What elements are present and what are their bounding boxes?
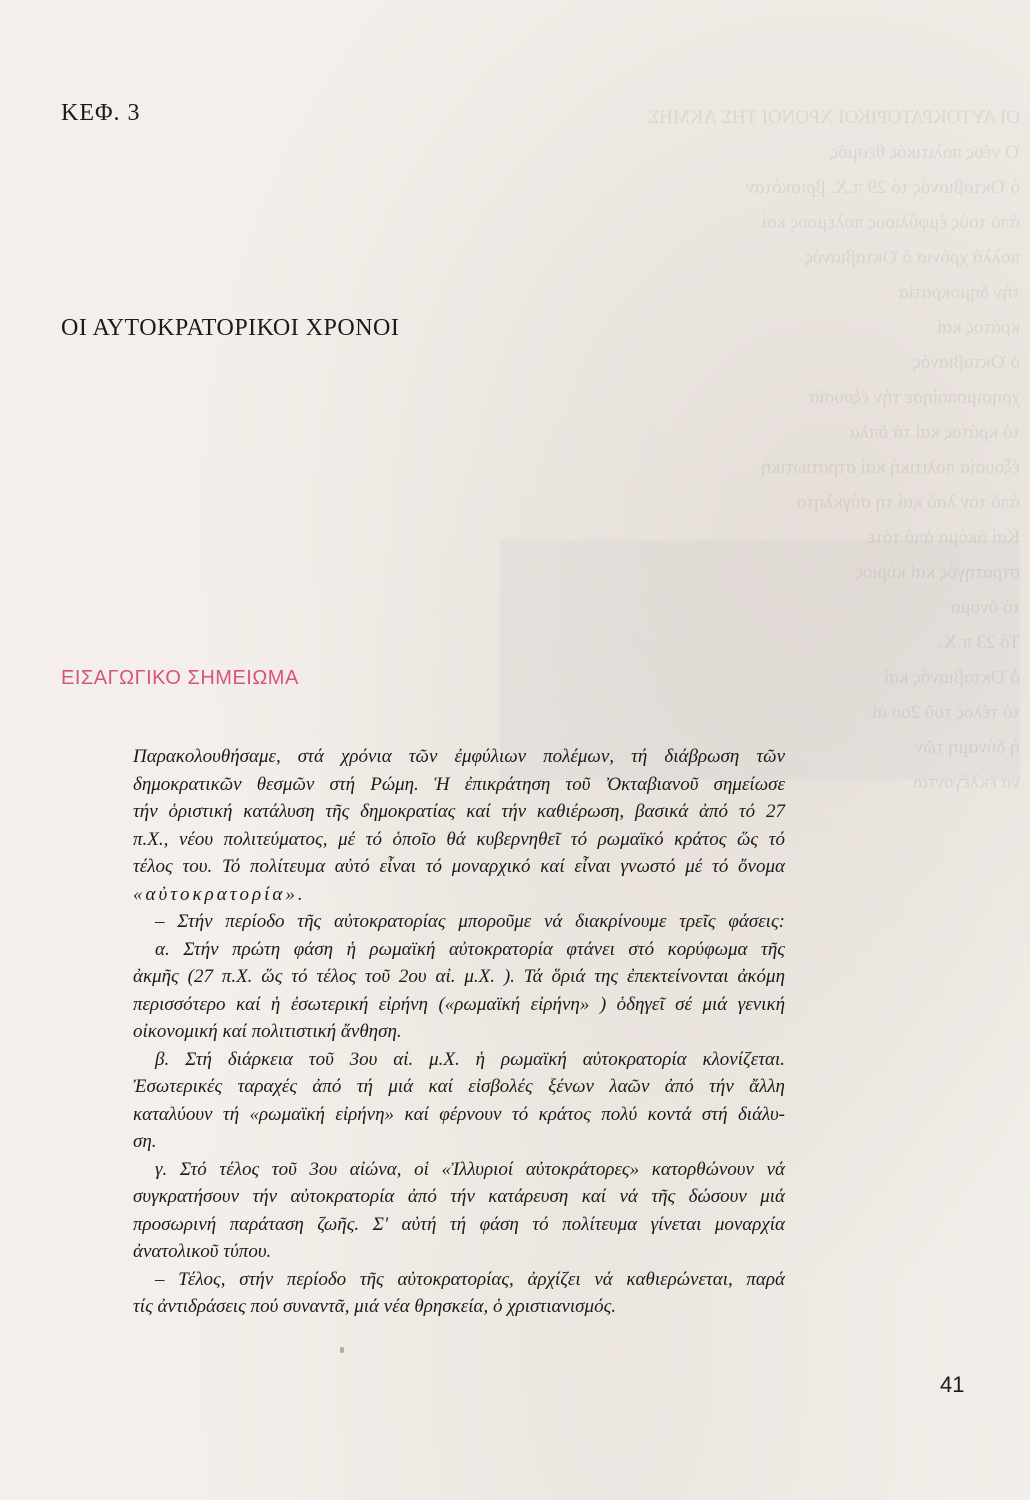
paper-speck [340,1347,344,1353]
page-number: 41 [940,1372,965,1397]
text-line: ἀνατολικοῦ τύπου. [133,1241,272,1262]
text-line: Ἐσωτερικές ταραχές ἀπό τή μιά καί εἰσβολές ξένων λαῶν ἀπό τήν ἄλλη [133,1076,785,1097]
chapter-title: ΟΙ ΑΥΤΟΚΡΑΤΟΡΙΚΟΙ ΧΡΟΝΟΙ [61,315,400,341]
text-line: οἰκονομική καί πολιτιστική ἄνθηση. [133,1021,402,1042]
text-line: τίς ἀντιδράσεις πού συναντᾶ, μιά νέα θρησκεία, ὁ χριστιανισμός. [133,1296,617,1317]
text-line: π.Χ., νέου πολιτεύματος, μέ τό ὁποῖο θά κυβερνηθεῖ τό ρωμαϊκό κράτος ὥς τό [133,828,785,850]
text-line: προσωρινή παράταση ζωῆς. Σ' αὐτή τή φάση τό πολίτευμα γίνεται μοναρχία [133,1213,785,1235]
text-line: περισσότερο καί ἡ ἐσωτερική εἰρήνη («ρωμαϊκή εἰρήνη» ) ὁδηγεῖ σέ μιά γενική [133,993,785,1015]
text-line: α. Στήν πρώτη φάση ἡ ρωμαϊκή αὐτοκρατορία φτάνει στό κορύφωμα τῆς [155,938,785,960]
text-line: «αὐτοκρατορία». [133,883,306,905]
text-line: – Στήν περίοδο τῆς αὐτοκρατορίας μποροῦμε νά διακρίνουμε τρεῖς φάσεις: [155,911,785,932]
text-line: γ. Στό τέλος τοῦ 3ου αἰώνα, οἱ «Ἰλλυριοί αὐτοκράτορες» κατορθώνουν νά [155,1158,785,1180]
text-line: ἀκμῆς (27 π.Χ. ὥς τό τέλος τοῦ 2ου αἰ. μ.Χ. ). Τά ὅριά της ἐπεκτείνονται ἀκόμη [133,966,785,987]
section-heading: ΕΙΣΑΓΩΓΙΚΟ ΣΗΜΕΙΩΜΑ [61,667,299,689]
text-line: τήν ὁριστική κατάλυση τῆς δημοκρατίας καί τήν καθιέρωση, βασικά ἀπό τό 27 [133,801,785,822]
chapter-label: ΚΕΦ. 3 [61,100,141,126]
text-line: δημοκρατικῶν θεσμῶν στή Ρώμη. Ἡ ἐπικράτηση τοῦ Ὀκταβιανοῦ σημείωσε [133,773,785,795]
bleed-through-text: ΟΙ ΑΥΤΟΚΡΑΤΟΡΙΚΟΙ ΧΡΟΝΟΙ ΤΗΣ ΑΚΜΗΣ Ὁ νέος πολιτικός θεσμός ὁ Ὀκταβιανός τό 29 π.Χ. βρισκόταν ἀπό τούς ἐμφύλιους πολέμους καί πολλά χρόνια ὁ Ὀκταβιανός τήν δημοκρατία κράτος καί ὁ Ὀκταβιανός χρησιμοποίησε τήν ἐξουσία τό κράτος καί τά ὅπλα ἐξουσία πολιτική καί στρατιωτική ἀπό τόν λαό καί τή σύγκλητο Καί ἀκόμα ἀπό τότε στρατηγός καί κύριος τό ὄνομα Τό 23 π.Χ. ὁ Ὀκταβιανός καί τό τέλος τοῦ 2ου αἰ. ἡ δύναμη τῶν νά ἐκλέγονται [648,107,1020,793]
introductory-note [133,743,785,1321]
text-line: – Τέλος, στήν περίοδο τῆς αὐτοκρατορίας, ἀρχίζει νά καθιερώνεται, παρά [155,1268,785,1290]
text-line: ση. [133,1131,157,1152]
text-line: τέλος του. Τό πολίτευμα αὐτό εἶναι τό μοναρχικό καί εἶναι γνωστό μέ τό ὄνομα [133,856,785,877]
text-line: β. Στή διάρκεια τοῦ 3ου αἰ. μ.Χ. ἡ ρωμαϊκή αὐτοκρατορία κλονίζεται. [155,1048,785,1070]
text-line: καταλύουν τή «ρωμαϊκή εἰρήνη» καί φέρνουν τό κράτος πολύ κοντά στή διάλυ- [133,1103,785,1125]
text-line: συγκρατήσουν τήν αὐτοκρατορία ἀπό τήν κατάρευση καί νά τῆς δώσουν μιά [133,1186,785,1207]
text-line: Παρακολουθήσαμε, στά χρόνια τῶν ἐμφύλιων πολέμων, τή διάβρωση τῶν [133,746,785,767]
